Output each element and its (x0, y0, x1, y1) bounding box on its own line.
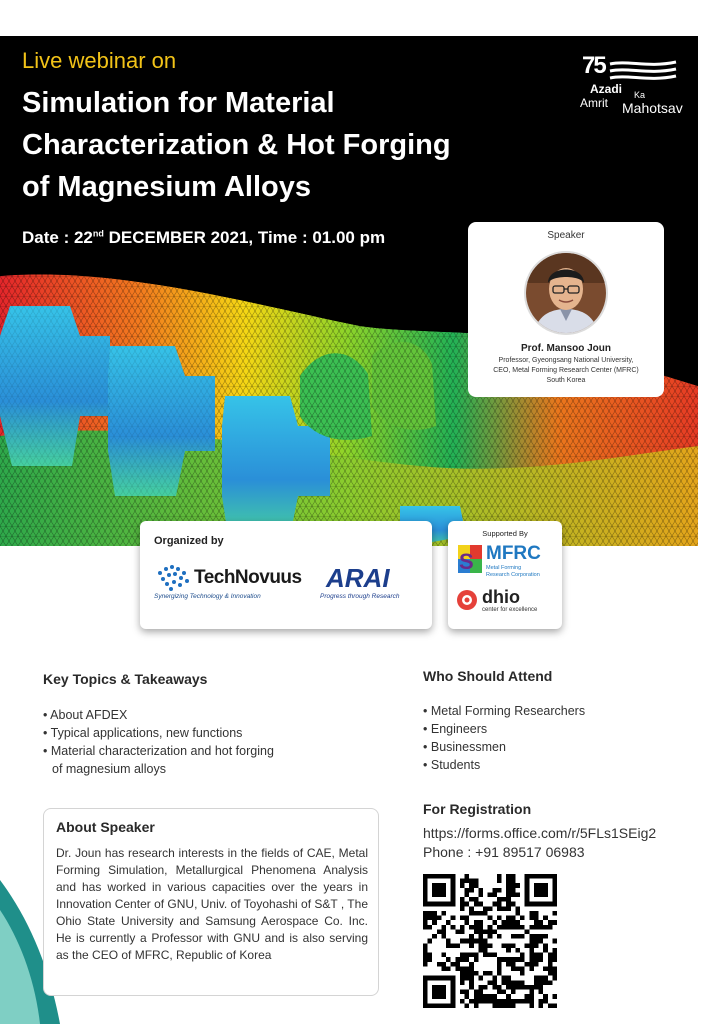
logo-ka: Ka (634, 90, 646, 100)
list-item-text: Material characterization and hot forging (50, 744, 274, 758)
arai-logo (320, 563, 420, 607)
hero-banner (0, 36, 698, 546)
mfrc-tagline-line: Research Corporation (486, 572, 540, 578)
about-speaker-text: Dr. Joun has research interests in the fields of CAE, Metal Forming Simulation, Metallurgical Phenomena Analysis and has worked in various capacities over the years in Innovation Center of GNU, Univ. of Toyohashi of S&T , The Ohio State University and Samsung Aerospace Co. Inc. He is currently a Professor with GNU and is also serving as the CEO of MFRC, Republic of Korea (56, 846, 368, 962)
mfrc-logo (456, 543, 556, 583)
speaker-designation-line: CEO, Metal Forming Research Center (MFRC) (493, 367, 639, 374)
key-topics-title: Key Topics & Takeaways (43, 671, 208, 687)
date-prefix: Date : 22 (22, 228, 93, 247)
registration-phone: Phone : +91 89517 06983 (423, 844, 585, 860)
speaker-designation-line: Professor, Gyeongsang National University, (498, 357, 634, 364)
mfrc-emblem-icon (456, 543, 486, 581)
logo-azadi: Azadi (590, 82, 623, 96)
list-item: • Businessmen (423, 738, 585, 756)
registration-qr-code[interactable] (423, 874, 557, 1008)
live-webinar-label: Live webinar on (22, 48, 177, 73)
azadi-ka-amrit-mahotsav-logo (578, 52, 682, 116)
title-line: Characterization & Hot Forging (22, 129, 451, 161)
mfrc-tagline-line: Metal Forming (486, 565, 522, 571)
mfrc-name: MFRC (486, 543, 541, 564)
title-line: Simulation for Material (22, 87, 335, 119)
supported-by-card (448, 521, 562, 629)
arai-tagline: Progress through Research (320, 593, 400, 600)
registration-title: For Registration (423, 801, 532, 817)
dhio-name: dhio (482, 587, 520, 607)
about-speaker-card (43, 808, 379, 996)
technovuus-logo (154, 563, 314, 607)
speaker-designation (468, 356, 664, 386)
registration-link[interactable]: https://forms.office.com/r/5FLs1SEig2 (423, 825, 657, 841)
organized-by-card (140, 521, 432, 629)
mfrc-tagline (486, 565, 540, 579)
svg-text:S: S (459, 549, 474, 574)
supported-by-label: Supported By (482, 529, 528, 538)
dhio-tagline: center for excellence (482, 607, 538, 613)
logo-mahotsav: Mahotsav (622, 100, 683, 116)
speaker-designation-line: South Korea (546, 377, 586, 384)
about-speaker-title: About Speaker (56, 819, 155, 835)
dhio-emblem-icon (456, 589, 478, 611)
logo-number: 75 (582, 52, 605, 79)
list-item: • Metal Forming Researchers (423, 702, 585, 720)
date-suffix: nd (92, 228, 104, 239)
speaker-card (468, 222, 664, 397)
list-item-continuation: of magnesium alloys (52, 762, 166, 776)
speaker-portrait-icon (526, 253, 606, 333)
date-rest: DECEMBER 2021, Time : 01.00 pm (103, 228, 386, 247)
technovuus-name: TechNovuus (194, 567, 302, 588)
speaker-label: Speaker (547, 230, 585, 241)
who-should-attend-list (423, 702, 585, 774)
list-item: • Students (423, 756, 585, 774)
list-item: • Engineers (423, 720, 585, 738)
webinar-title (22, 82, 502, 208)
arai-name: ARAI (326, 563, 390, 593)
technovuus-tagline: Synergizing Technology & Innovation (154, 593, 261, 600)
list-item: • Typical applications, new functions (43, 724, 274, 742)
date-time (22, 228, 385, 248)
list-item: • About AFDEX (43, 706, 274, 724)
technovuus-globe-icon (154, 563, 194, 593)
speaker-name: Prof. Mansoo Joun (521, 343, 611, 354)
who-should-attend-title: Who Should Attend (423, 668, 553, 684)
organized-by-label: Organized by (154, 535, 224, 547)
flag-stripes-icon (608, 60, 678, 82)
speaker-photo (524, 251, 608, 335)
dhio-logo (456, 589, 556, 619)
title-line: of Magnesium Alloys (22, 171, 311, 203)
logo-amrit: Amrit (580, 96, 608, 110)
key-topics-list (43, 706, 274, 778)
list-item (43, 742, 274, 778)
